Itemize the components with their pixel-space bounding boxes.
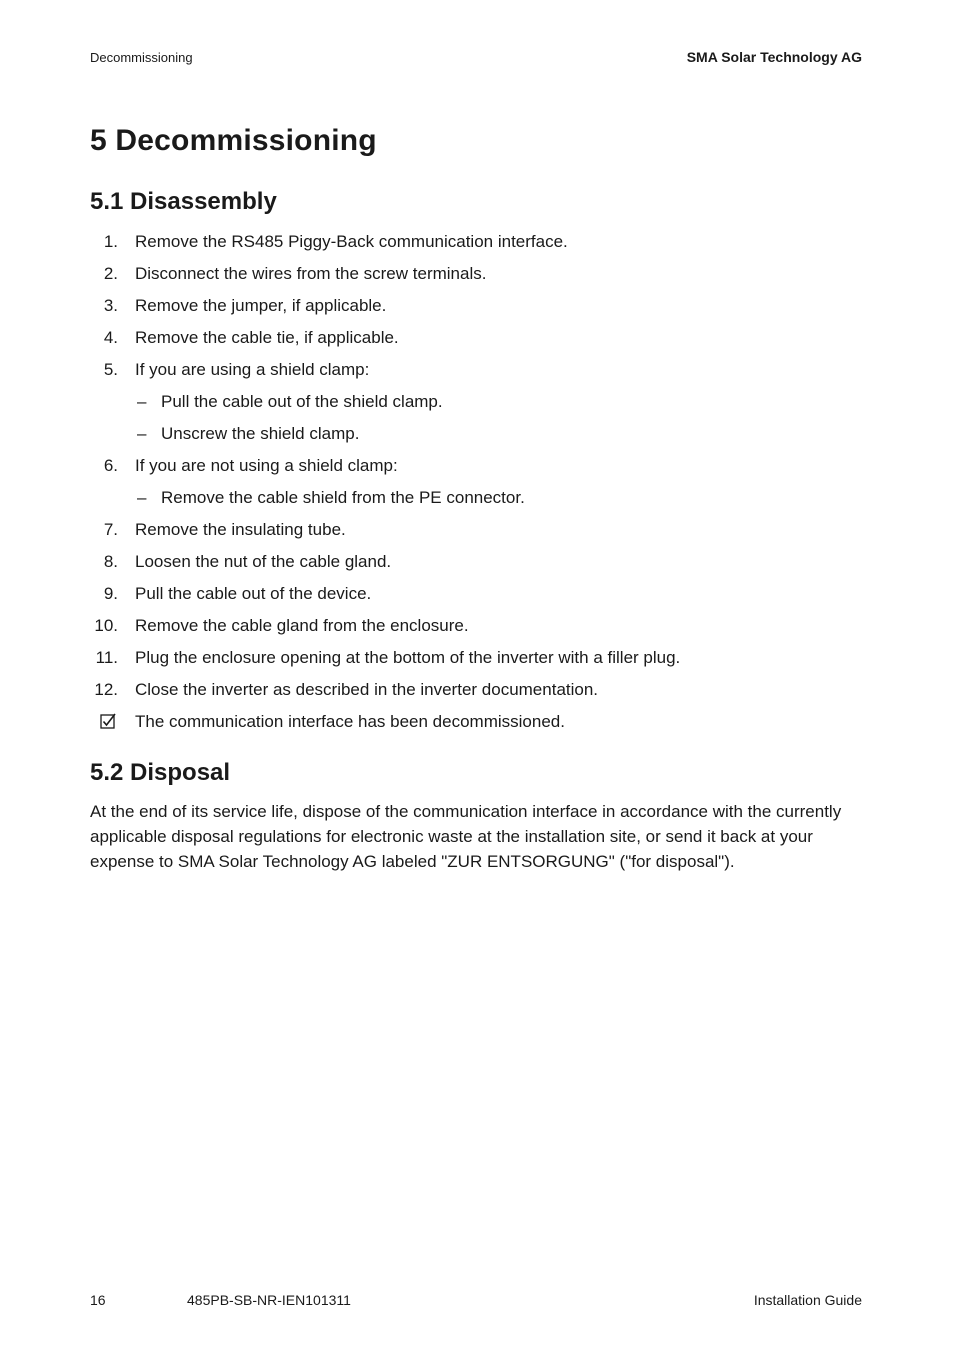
disposal-paragraph: At the end of its service life, dispose of the communication interface in accordance with the currently applicable disposal regulations for electronic waste at the installation site, or send it back at your expense to SMA Solar Technology AG labeled "ZUR ENTSORGUNG" ("for disposal").: [90, 802, 842, 871]
step-number: 4.: [103, 328, 118, 347]
sub-step-text: Unscrew the shield clamp.: [161, 424, 360, 443]
step-text: Disconnect the wires from the screw terminals.: [135, 264, 487, 283]
step-text: Remove the insulating tube.: [135, 520, 346, 539]
chapter-title: 5 Decommissioning: [90, 124, 377, 157]
step-text: Pull the cable out of the device.: [135, 584, 372, 603]
dash-bullet: –: [137, 392, 147, 411]
step-item: [90, 229, 870, 261]
step-item: [90, 549, 870, 581]
step-item: [90, 517, 870, 549]
step-item: [90, 453, 870, 485]
step-text: If you are not using a shield clamp:: [135, 456, 398, 475]
step-item: [90, 613, 870, 645]
step-number: 1.: [103, 232, 118, 251]
dash-bullet: –: [137, 424, 147, 443]
step-item: [90, 645, 870, 677]
step-text: If you are using a shield clamp:: [135, 360, 370, 379]
header-company: SMA Solar Technology AG: [686, 49, 862, 65]
step-number: 8.: [103, 552, 118, 571]
step-item: [90, 677, 870, 709]
step-number: 10.: [94, 616, 118, 635]
step-number: 7.: [103, 520, 118, 539]
step-number: 11.: [95, 648, 118, 667]
step-number: 5.: [103, 360, 118, 379]
section-heading-disassembly: 5.1 Disassembly: [90, 188, 277, 215]
checkbox-checked-icon: [100, 713, 116, 729]
step-item: [90, 293, 870, 325]
step-text: Plug the enclosure opening at the bottom of the inverter with a filler plug.: [135, 648, 681, 667]
step-item: [90, 581, 870, 613]
step-text: Remove the cable tie, if applicable.: [135, 328, 399, 347]
result-item: [90, 709, 870, 741]
sub-step-item: [90, 421, 870, 453]
step-text: Remove the jumper, if applicable.: [135, 296, 387, 315]
sub-step-item: [90, 485, 870, 517]
sub-step-text: Pull the cable out of the shield clamp.: [161, 392, 443, 411]
step-text: Loosen the nut of the cable gland.: [135, 552, 392, 571]
step-number: 6.: [103, 456, 118, 475]
step-text: Close the inverter as described in the inverter documentation.: [135, 680, 599, 699]
page-number: 16: [90, 1292, 106, 1308]
step-number: 9.: [103, 584, 118, 603]
disassembly-steps: [90, 229, 870, 741]
step-number: 12.: [94, 680, 118, 699]
section-heading-disposal: 5.2 Disposal: [90, 759, 231, 786]
step-item: [90, 357, 870, 389]
header-section-name: Decommissioning: [90, 50, 193, 65]
step-item: [90, 325, 870, 357]
step-item: [90, 261, 870, 293]
result-text: The communication interface has been decommissioned.: [135, 712, 565, 731]
sub-step-item: [90, 389, 870, 421]
step-number: 3.: [103, 296, 118, 315]
sub-step-text: Remove the cable shield from the PE connector.: [161, 488, 525, 507]
step-text: Remove the cable gland from the enclosure.: [135, 616, 469, 635]
step-text: Remove the RS485 Piggy-Back communication interface.: [135, 232, 568, 251]
document-type: Installation Guide: [753, 1292, 862, 1308]
document-code: 485PB-SB-NR-IEN101311: [187, 1292, 351, 1308]
step-number: 2.: [103, 264, 118, 283]
dash-bullet: –: [137, 488, 147, 507]
